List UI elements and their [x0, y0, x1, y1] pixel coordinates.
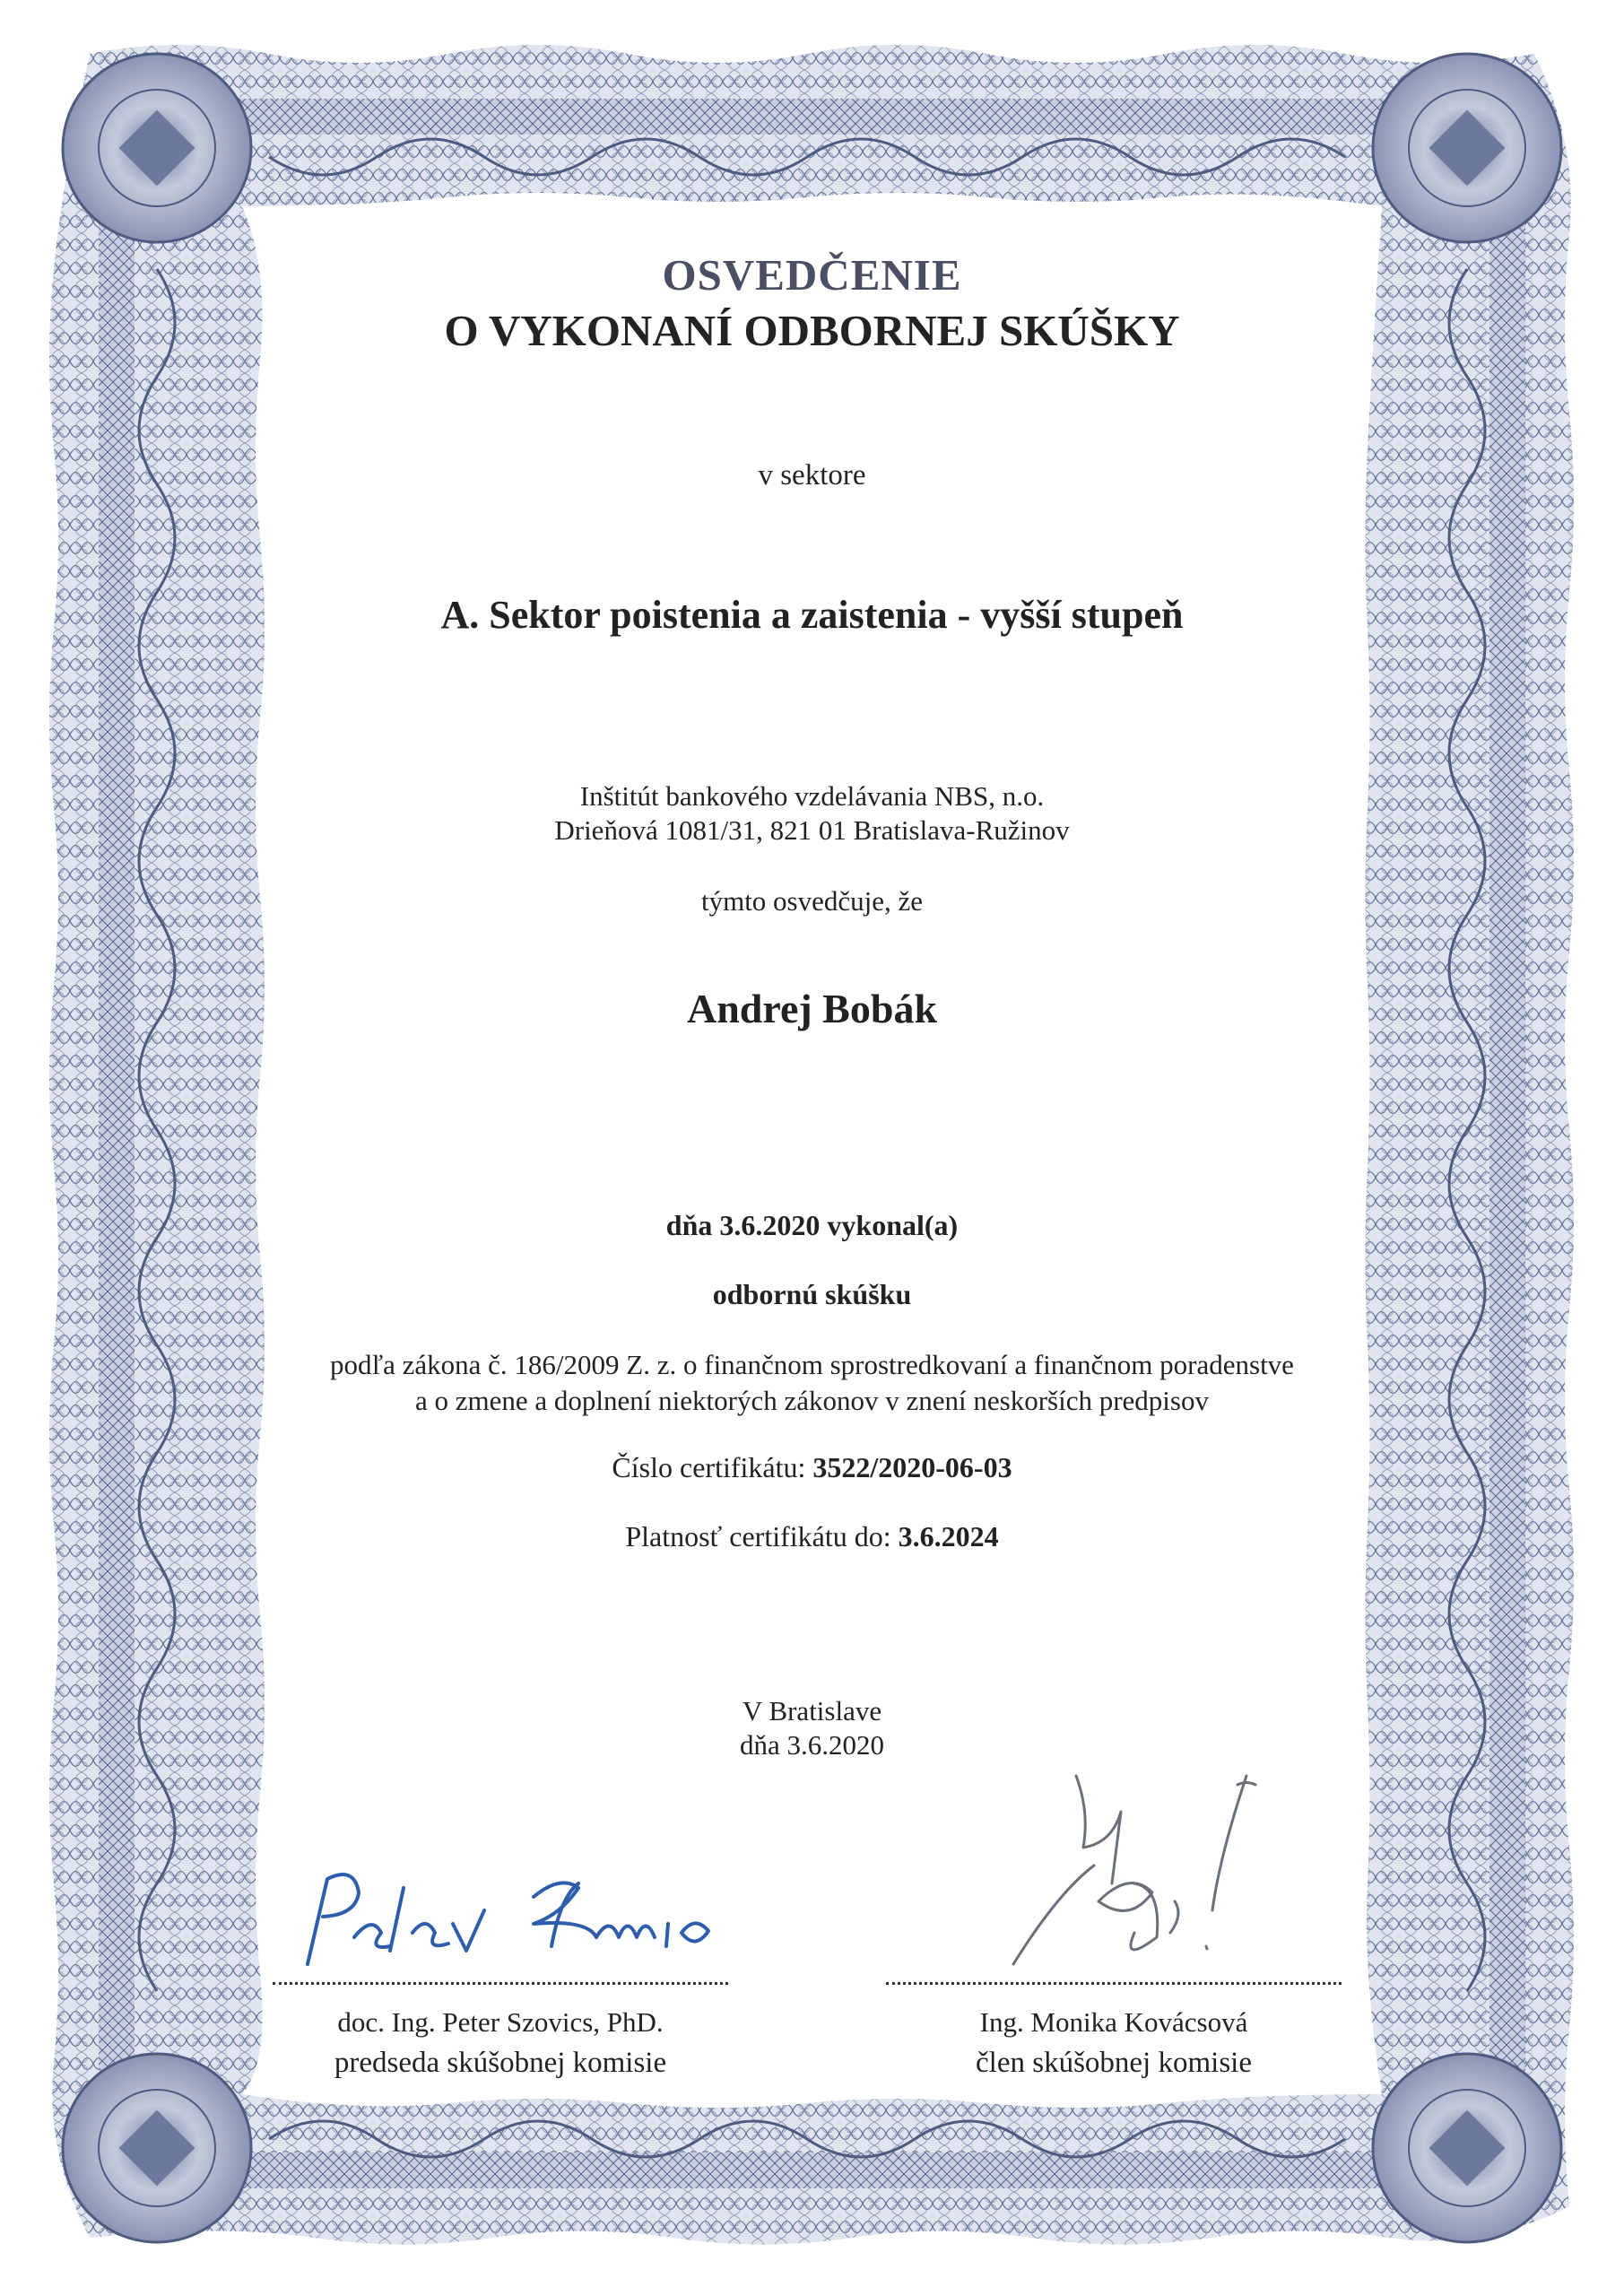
certificate-number: 3522/2020-06-03 [812, 1451, 1012, 1483]
certifies-that: týmto osvedčuje, že [700, 885, 924, 917]
exam-type: odbornú skúšku [712, 1278, 912, 1310]
institution-name: Inštitút bankového vzdelávania NBS, n.o. [579, 780, 1045, 812]
sector-name: A. Sektor poistenia a zaistenia - vyšší stupeň [440, 593, 1184, 637]
member-name: Ing. Monika Kovácsová [979, 2006, 1248, 2038]
issue-date: dňa 3.6.2020 [739, 1729, 884, 1761]
certificate-number-label: Číslo certifikátu: [612, 1451, 806, 1483]
member-role: člen skúšobnej komisie [976, 2047, 1252, 2079]
signature-line [886, 1982, 1342, 1985]
signature-left-handwritten [291, 1861, 722, 1978]
certificate-title: OSVEDČENIE [662, 250, 962, 300]
validity-date: 3.6.2024 [898, 1520, 999, 1552]
signature-block-chair [267, 1982, 734, 2083]
institution-address: Drieňová 1081/31, 821 01 Bratislava-Ružinov [554, 814, 1070, 846]
certificate-subtitle: O VYKONANÍ ODBORNEJ SKÚŠKY [444, 306, 1180, 355]
signature-right-handwritten [977, 1758, 1273, 1973]
signature-line [273, 1982, 728, 1985]
certificate-number-line [0, 1451, 1624, 1484]
law-reference-line-2: a o zmene a doplnení niektorých zákonov v znení neskorších predpisov [415, 1385, 1209, 1416]
sector-intro: v sektore [758, 459, 866, 491]
chair-role: predseda skúšobnej komisie [334, 2047, 667, 2079]
validity-label: Platnosť certifikátu do: [625, 1520, 891, 1552]
exam-date-line: dňa 3.6.2020 vykonal(a) [665, 1209, 959, 1241]
issue-place: V Bratislave [742, 1695, 882, 1726]
chair-name: doc. Ing. Peter Szovics, PhD. [337, 2006, 664, 2038]
validity-line [0, 1520, 1624, 1553]
law-reference-line-1: podľa zákona č. 186/2009 Z. z. o finančnom sprostredkovaní a finančnom poradenstve [330, 1349, 1294, 1380]
signature-block-member [881, 1982, 1347, 2083]
recipient-name: Andrej Bobák [686, 986, 938, 1031]
